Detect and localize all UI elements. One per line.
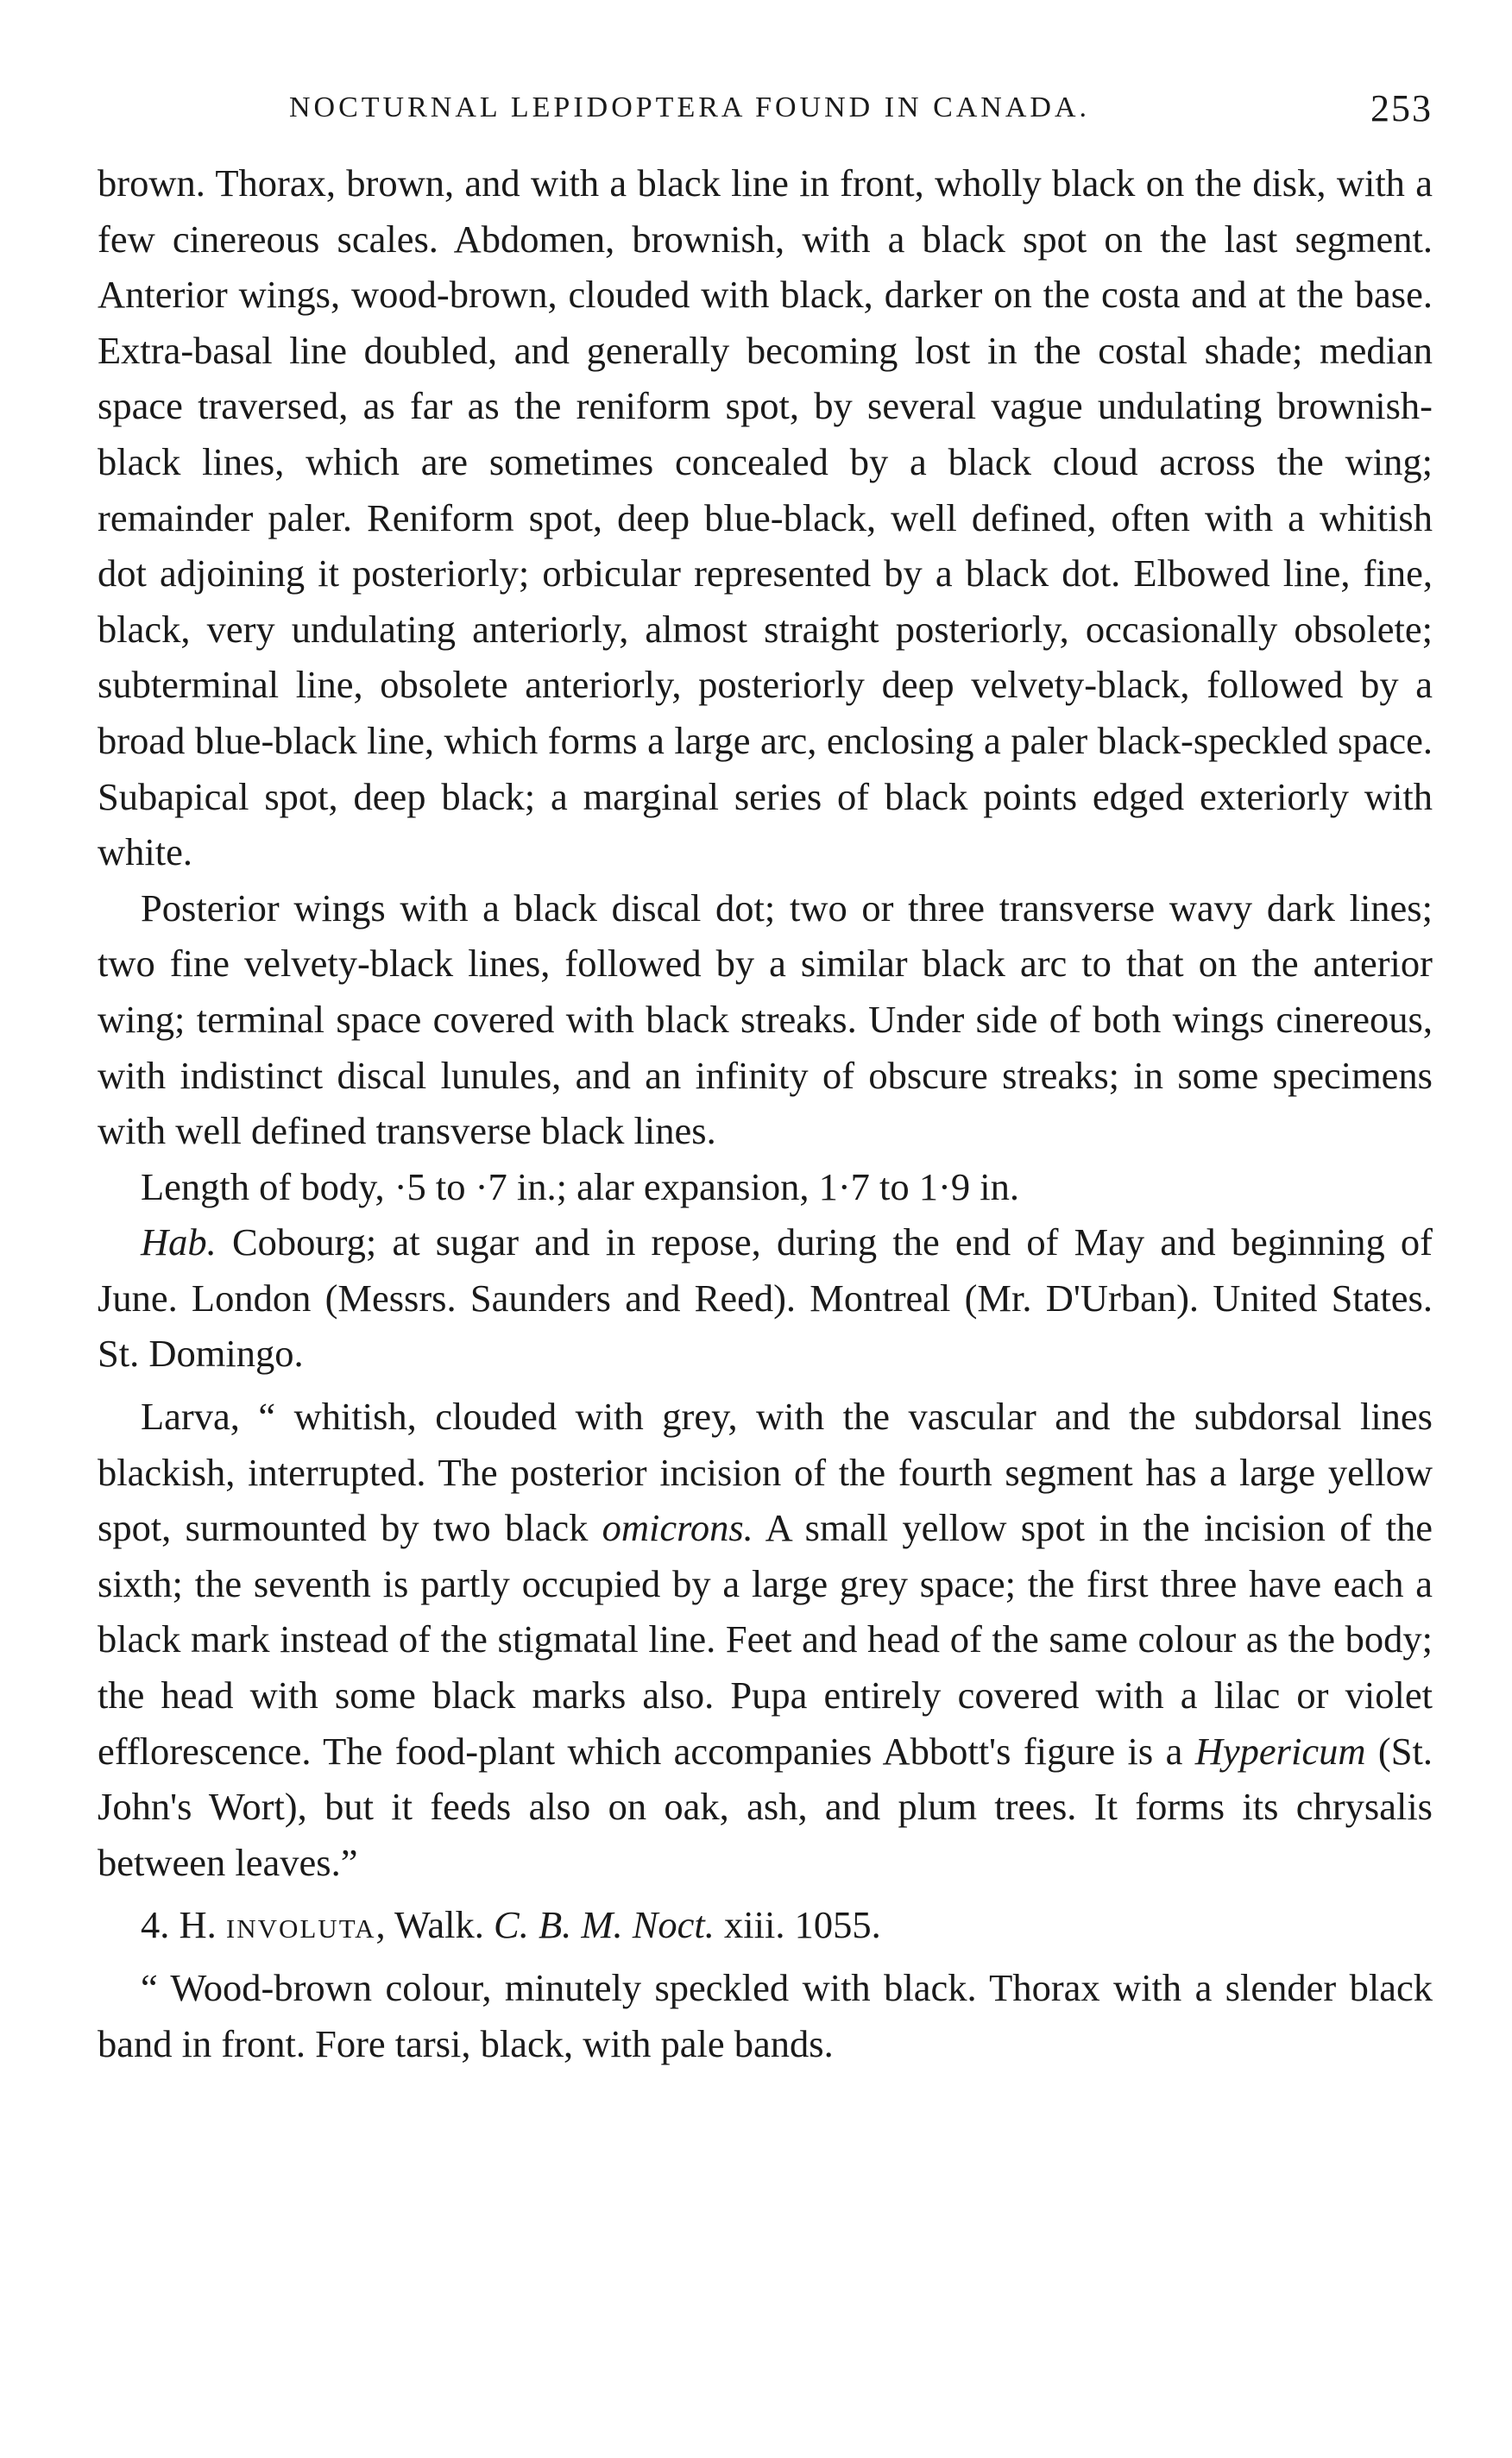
larva-text-1: Larva, “ whitish, clouded with grey, with the vascular and the subdorsal lines blackish, interrupted. The posterior incision of the fourth segment has a large yellow spot, surmounted by two black <box>98 1395 1433 1550</box>
running-title: NOCTURNAL LEPIDOPTERA FOUND IN CANADA. <box>289 91 1091 123</box>
habitat-text: Cobourg; at sugar and in repose, during the end of May and beginning of June. London (Messrs. Saunders and Reed). Montreal (Mr. D'Urban). United States. St. Domingo. <box>98 1220 1433 1376</box>
species-reference-number: xiii. 1055. <box>714 1903 881 1947</box>
species-reference: C. B. M. Noct. <box>494 1903 715 1947</box>
larva-hypericum: Hypericum <box>1194 1729 1366 1773</box>
paragraph-larva <box>98 1389 1433 1890</box>
paragraph-species-heading <box>98 1897 1433 1953</box>
body-text <box>98 155 1433 2071</box>
larva-text-3: (St. John's Wort), but it feeds also on oak, ash, and plum trees. It forms its chrysalis between leaves.” <box>98 1729 1433 1884</box>
paragraph-involuta-description: “ Wood-brown colour, minutely speckled with black. Thorax with a slender black band in front. Fore tarsi, black, with pale bands. <box>98 1966 1433 2065</box>
page-number: 253 <box>1370 87 1433 129</box>
larva-text-2: A small yellow spot in the incision of the sixth; the seventh is partly occupied by a large grey space; the first three have each a black mark instead of the stigmatal line. Feet and head of the same colour as the body; the head with some black marks also. Pupa entirely covered with a lilac or violet efflorescence. The food-plant which accompanies Abbott's figure is a <box>98 1506 1433 1773</box>
species-number: 4. H. <box>141 1903 226 1947</box>
document-page <box>98 86 1433 2071</box>
species-author: , Walk. <box>375 1903 495 1947</box>
habitat-label: Hab. <box>141 1220 217 1264</box>
paragraph-posterior-wings: Posterior wings with a black discal dot; two or three transverse wavy dark lines; two fine velvety-black lines, followed by a similar black arc to that on the anterior wing; terminal space covered with black streaks. Under side of both wings cinereous, with indistinct discal lunules, and an infinity of obscure streaks; in some specimens with well defined transverse black lines. <box>98 886 1433 1153</box>
species-name: involuta <box>225 1903 376 1947</box>
running-head <box>98 86 1433 138</box>
larva-omicrons: omicrons. <box>602 1506 753 1550</box>
paragraph-measurements: Length of body, ·5 to ·7 in.; alar expansion, 1·7 to 1·9 in. <box>141 1164 1019 1208</box>
paragraph-description-anterior: brown. Thorax, brown, and with a black line in front, wholly black on the disk, with a few cinereous scales. Abdomen, brownish, with a black spot on the last segment. Anterior wings, wood-brown, clouded with black, darker on the costa and at the base. Extra-basal line doubled, and generally becoming lost in the costal shade; median space traversed, as far as the reniform spot, by several vague undulating brownish-black lines, which are sometimes concealed by a black cloud across the wing; remainder paler. Reniform spot, deep blue-black, well defined, often with a whitish dot adjoining it posteriorly; orbicular represented by a black dot. Elbowed line, fine, black, very undulating anteriorly, almost straight posteriorly, occasionally obsolete; subterminal line, obsolete anteriorly, posteriorly deep velvety-black, followed by a broad blue-black line, which forms a large arc, enclosing a paler black-speckled space. Subapical spot, deep black; a marginal series of black points edged exteriorly with white. <box>98 161 1433 874</box>
paragraph-habitat <box>98 1214 1433 1382</box>
